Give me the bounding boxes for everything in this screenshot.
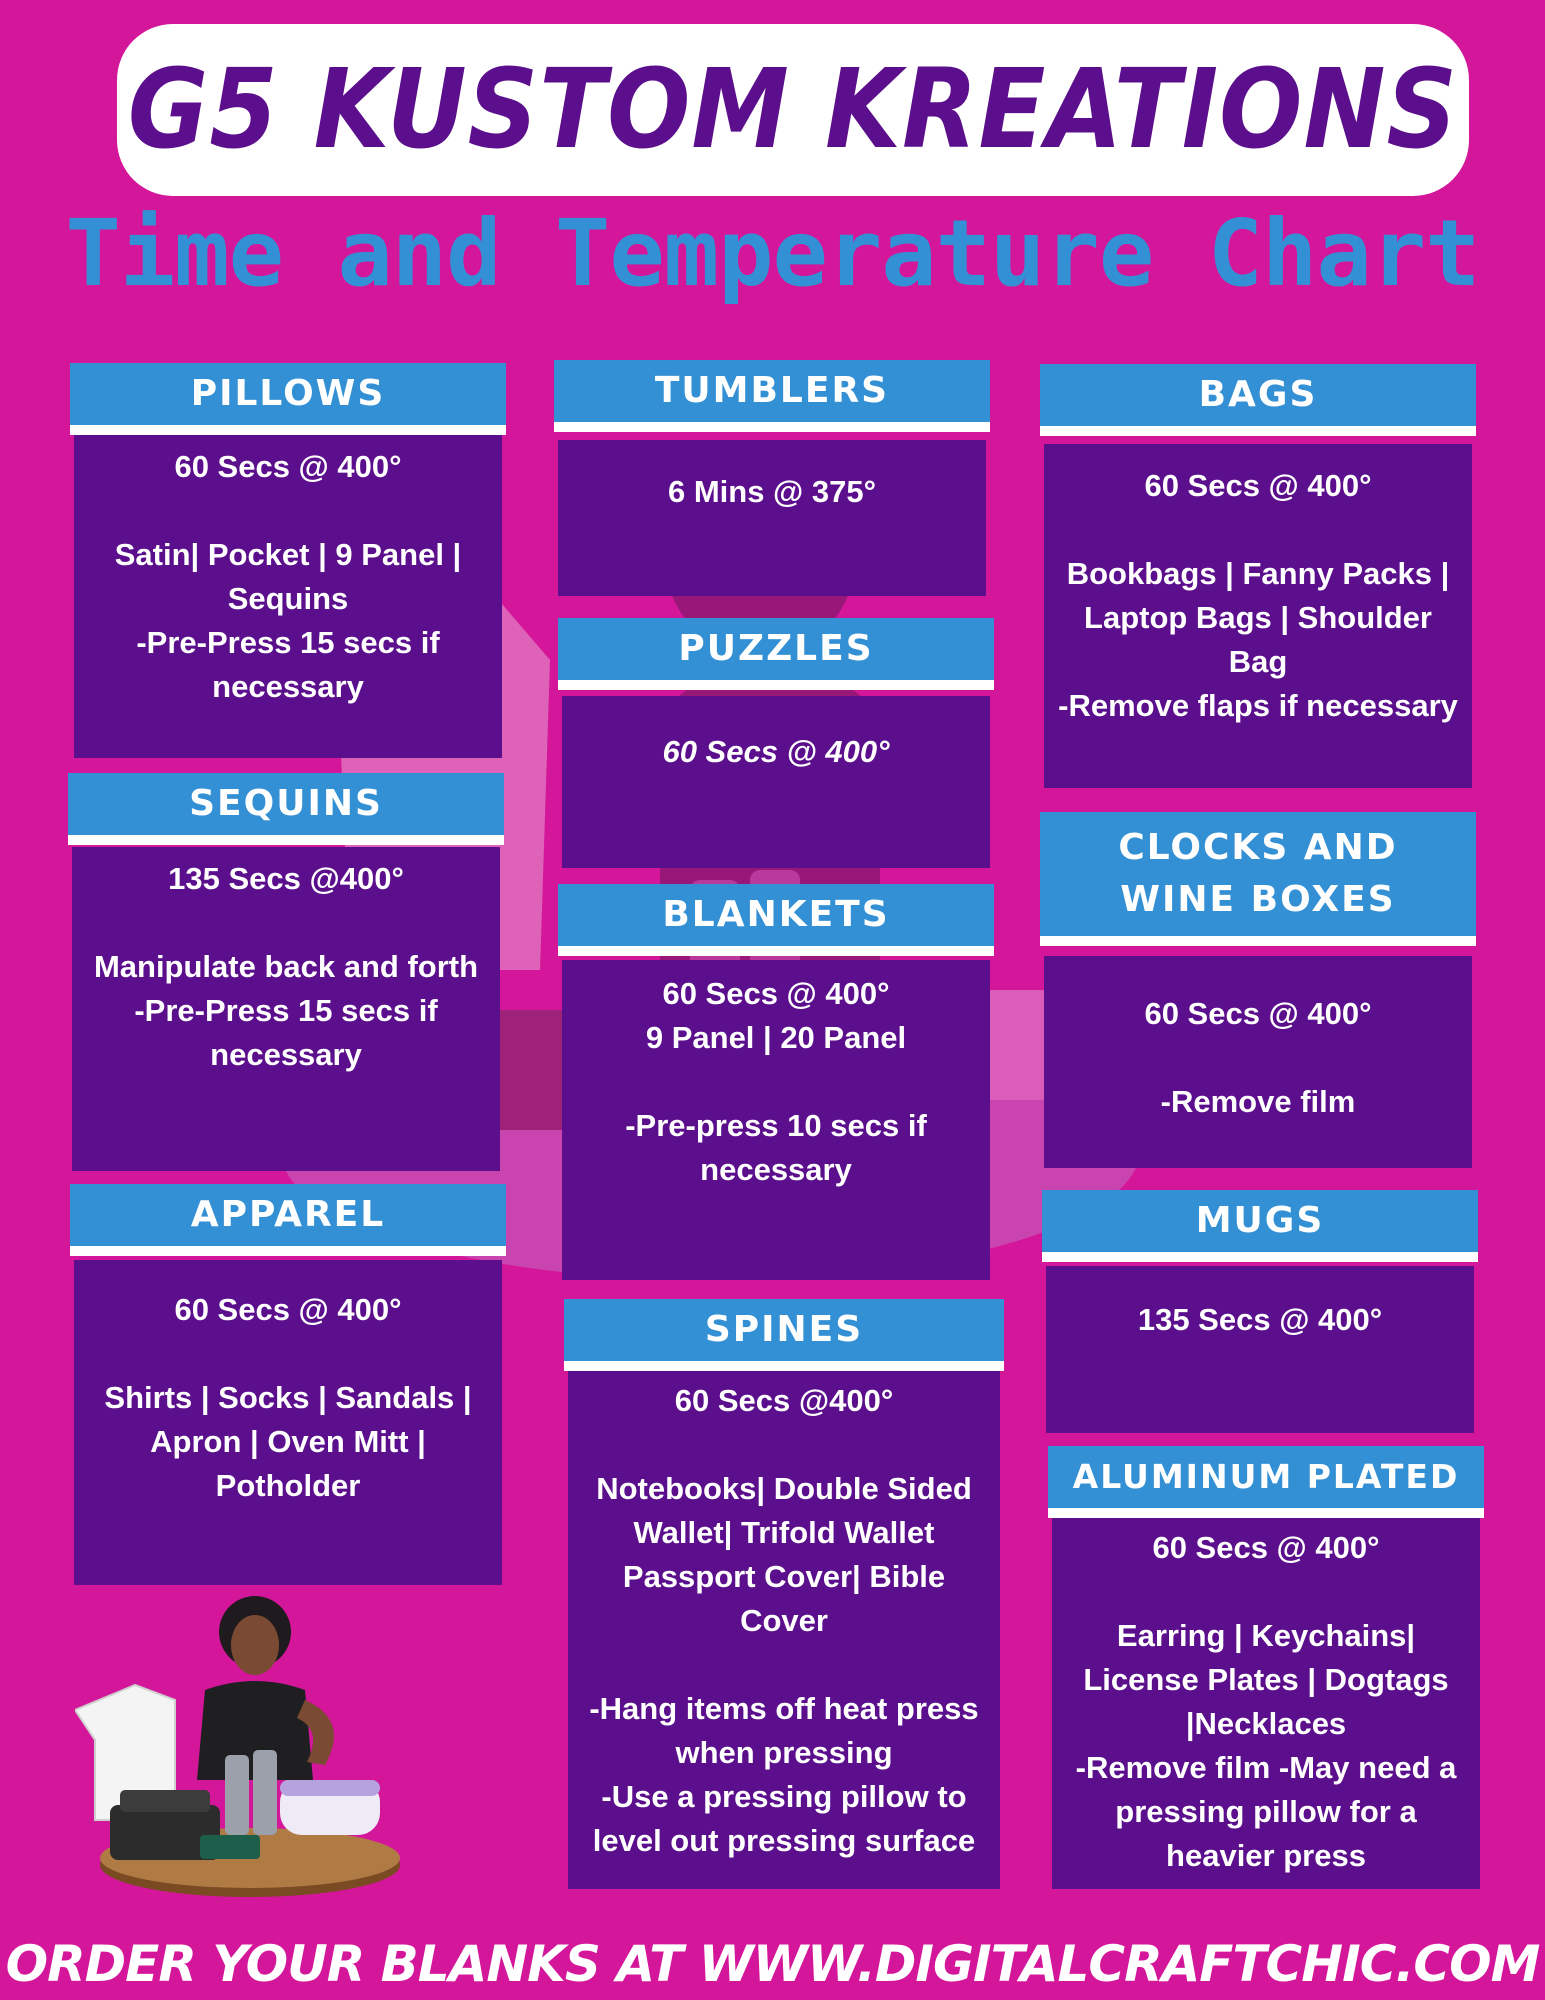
card-sequins [68, 773, 504, 1171]
divider [554, 422, 990, 432]
spines-note-hang: -Hang items off heat press when pressing [589, 1691, 979, 1770]
divider [70, 425, 506, 435]
card-header-tumblers: TUMBLERS [554, 360, 990, 422]
tumblers-setting: 6 Mins @ 375° [667, 474, 877, 509]
bags-note: -Remove flaps if necessary [1058, 688, 1458, 723]
chart-subtitle: Time and Temperature Chart [65, 200, 1480, 307]
puzzles-setting: 60 Secs @ 400° [662, 734, 890, 769]
divider [1048, 1508, 1484, 1518]
clocks-setting: 60 Secs @ 400° [1144, 996, 1372, 1031]
divider [1040, 426, 1476, 436]
pillows-setting: 60 Secs @ 400° [174, 449, 402, 484]
card-clocks [1040, 812, 1476, 1168]
spines-items: Notebooks| Double Sided Wallet| Trifold Wallet Passport Cover| Bible Cover [596, 1471, 972, 1638]
apparel-setting: 60 Secs @ 400° [174, 1292, 402, 1327]
card-aluminum [1048, 1446, 1484, 1889]
blankets-items: 9 Panel | 20 Panel [645, 1020, 907, 1055]
pillows-items: Satin| Pocket | 9 Panel | Sequins [114, 537, 462, 616]
card-header-bags: BAGS [1040, 364, 1476, 426]
divider [558, 680, 994, 690]
blankets-note: -Pre-press 10 secs if necessary [625, 1108, 927, 1187]
bags-setting: 60 Secs @ 400° [1144, 468, 1372, 503]
card-tumblers [554, 360, 990, 596]
card-blankets [558, 884, 994, 1280]
brand-title: G5 KUSTOM KREATIONS [127, 46, 1459, 174]
card-body-blankets [562, 960, 990, 1280]
card-header-pillows: PILLOWS [70, 363, 506, 425]
aluminum-setting: 60 Secs @ 400° [1152, 1530, 1380, 1565]
pillows-note: -Pre-Press 15 secs if necessary [136, 625, 440, 704]
bags-items: Bookbags | Fanny Packs | Laptop Bags | Shoulder Bag [1066, 556, 1450, 679]
divider [564, 1361, 1004, 1371]
aluminum-items: Earring | Keychains| License Plates | Dogtags |Necklaces [1083, 1618, 1449, 1741]
card-mugs [1042, 1190, 1478, 1433]
card-bags [1040, 364, 1476, 788]
card-body-tumblers [558, 440, 986, 596]
card-header-aluminum: ALUMINUM PLATED [1048, 1446, 1484, 1508]
card-body-sequins [72, 847, 500, 1171]
apparel-items: Shirts | Socks | Sandals | Apron | Oven Mitt | Potholder [104, 1380, 472, 1503]
card-body-aluminum [1052, 1518, 1480, 1889]
spines-setting: 60 Secs @400° [674, 1383, 894, 1418]
blankets-setting: 60 Secs @ 400° [662, 976, 890, 1011]
card-spines [564, 1299, 1004, 1889]
card-body-mugs [1046, 1266, 1474, 1433]
divider [68, 835, 504, 845]
mugs-setting: 135 Secs @ 400° [1137, 1302, 1383, 1337]
card-header-puzzles: PUZZLES [558, 618, 994, 680]
card-header-clocks: CLOCKS AND WINE BOXES [1040, 812, 1476, 936]
divider [70, 1246, 506, 1256]
divider [558, 946, 994, 956]
brand-banner [117, 24, 1469, 196]
sequins-note: -Pre-Press 15 secs if necessary [134, 993, 438, 1072]
footer-order-link[interactable]: ORDER YOUR BLANKS AT WWW.DIGITALCRAFTCHIC.COM [5, 1935, 1540, 1993]
divider [1042, 1252, 1478, 1262]
clocks-note: -Remove film [1160, 1084, 1356, 1119]
card-body-bags [1044, 444, 1472, 788]
card-body-apparel [74, 1260, 502, 1585]
card-body-spines [568, 1371, 1000, 1889]
card-puzzles [558, 618, 994, 868]
card-body-pillows [74, 435, 502, 758]
sequins-setting: 135 Secs @400° [168, 861, 404, 896]
card-header-blankets: BLANKETS [558, 884, 994, 946]
card-body-puzzles [562, 696, 990, 868]
card-pillows [70, 363, 506, 758]
card-header-mugs: MUGS [1042, 1190, 1478, 1252]
spines-note-pillow: -Use a pressing pillow to level out pressing surface [592, 1779, 976, 1858]
divider [1040, 936, 1476, 946]
sequins-items: Manipulate back and forth [93, 949, 479, 984]
card-header-apparel: APPAREL [70, 1184, 506, 1246]
crafter-illustration-icon [75, 1590, 405, 1900]
card-body-clocks [1044, 956, 1472, 1168]
card-apparel [70, 1184, 506, 1585]
card-header-sequins: SEQUINS [68, 773, 504, 835]
aluminum-note: -Remove film -May need a pressing pillow for a heavier press [1075, 1750, 1457, 1873]
card-header-spines: SPINES [564, 1299, 1004, 1361]
